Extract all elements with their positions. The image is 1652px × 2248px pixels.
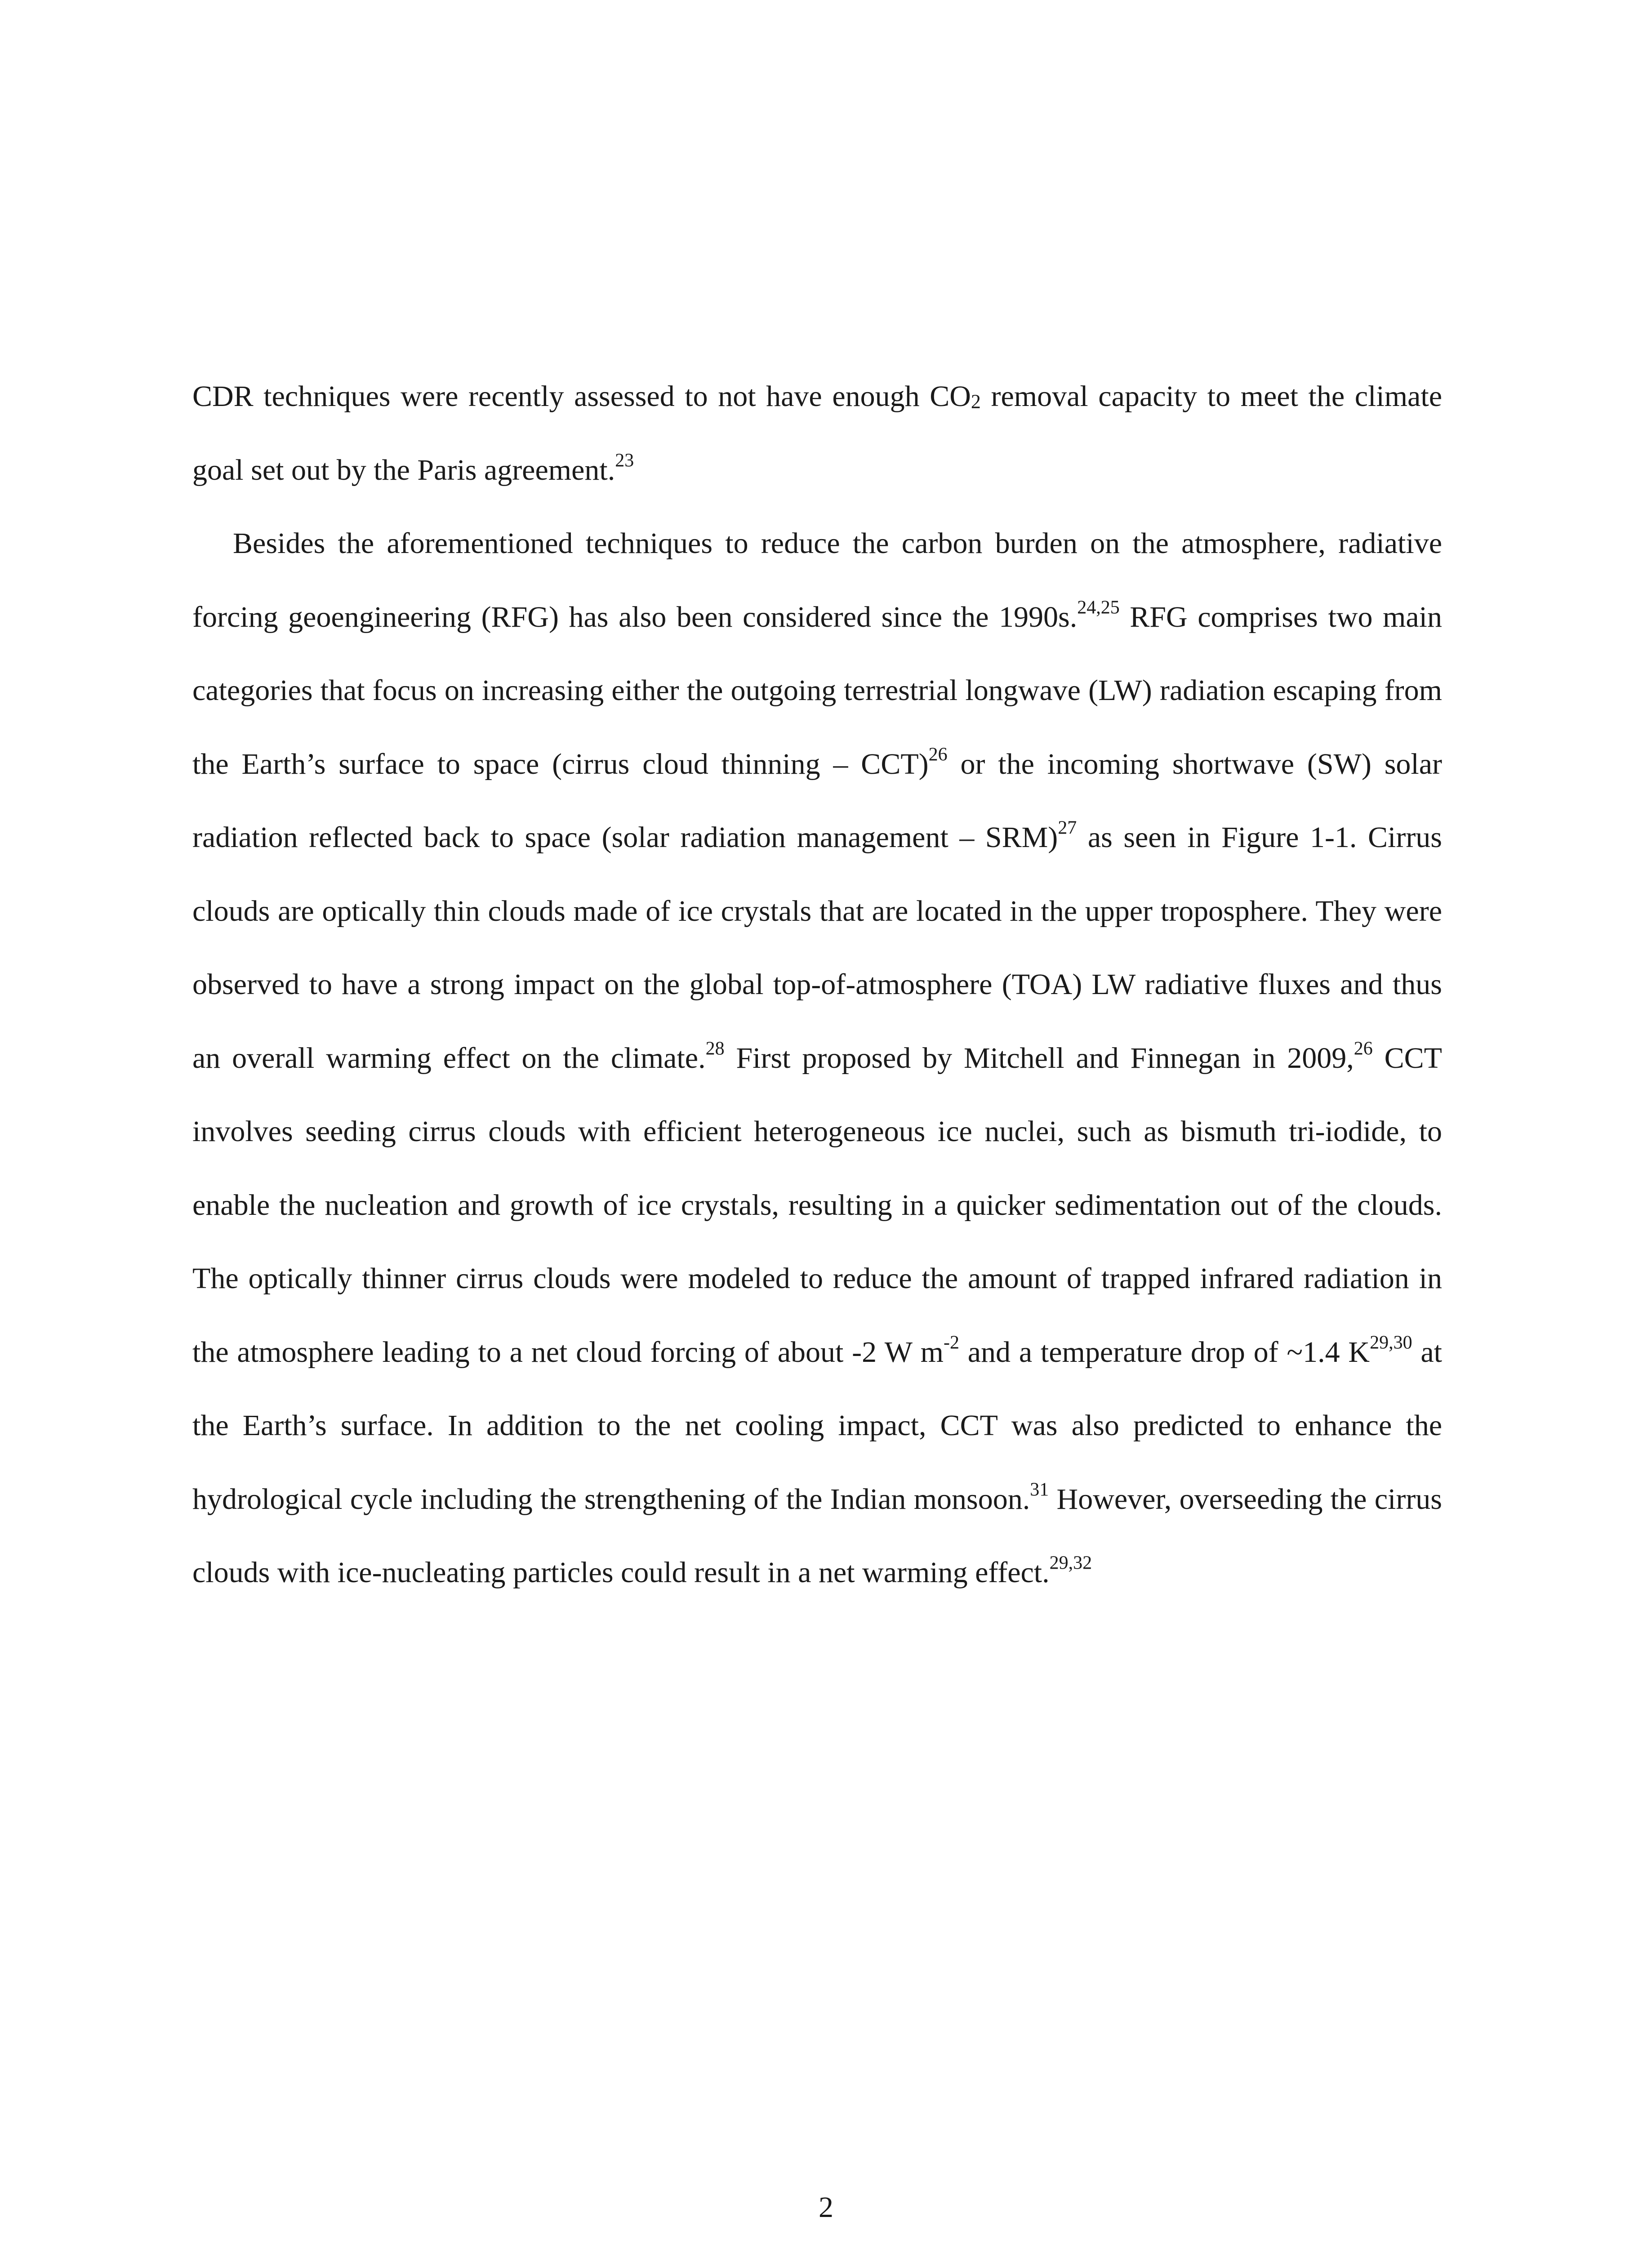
text-run: or the incoming shortwave (SW) solar radiation reflected back to space (solar radiation management – SRM) (192, 747, 1442, 854)
text-run: CCT involves seeding cirrus clouds with efficient heterogeneous ice nuclei, such as bismuth tri-iodide, to enable the nucleation and growth of ice crystals, resulting in a quicker sedimentation out of the clouds. The optically thinner cirrus clouds were modeled to reduce the amount of trapped infrared radiation in the atmosphere leading to a net cloud forcing of about -2 W m (192, 1041, 1442, 1369)
text-run: and a temperature drop of ~1.4 K (959, 1335, 1370, 1369)
text-run: CDR techniques were recently assessed to not have enough CO (192, 380, 971, 413)
citation-superscript: 27 (1058, 817, 1077, 839)
text-run: as seen in Figure 1-1. Cirrus clouds are optically thin clouds made of ice crystals that are located in the upper troposphere. They were observed to have a strong impact on the global top-of-atmosphere (TOA) LW radiative fluxes and thus an overall warming effect on the climate. (192, 821, 1442, 1075)
citation-superscript: 24,25 (1077, 597, 1120, 618)
page-number: 2 (819, 2191, 833, 2224)
citation-superscript: -2 (943, 1332, 959, 1353)
text-run: However, overseeding the cirrus clouds with ice-nucleating particles could result in a net warming effect. (192, 1482, 1442, 1589)
text-run: Besides the aforementioned techniques to reduce the carbon burden on the atmosphere, radiative forcing geoengineering (RFG) has also been considered since the 1990s. (192, 527, 1442, 633)
body-text (192, 360, 1442, 1610)
citation-superscript: 23 (615, 450, 634, 471)
text-run: removal capacity to meet the climate goal set out by the Paris agreement. (192, 380, 1442, 486)
citation-superscript: 29,30 (1370, 1332, 1412, 1353)
citation-superscript: 28 (705, 1038, 725, 1059)
chemical-subscript: 2 (971, 390, 981, 413)
citation-superscript: 26 (1354, 1038, 1373, 1059)
citation-superscript: 26 (928, 744, 948, 765)
text-run: at the Earth’s surface. In addition to the net cooling impact, CCT was also predicted to enhance the hydrological cycle including the strengthening of the Indian monsoon. (192, 1335, 1442, 1516)
citation-superscript: 31 (1030, 1479, 1049, 1500)
citation-superscript: 29,32 (1049, 1552, 1092, 1574)
paragraph-1 (192, 360, 1442, 507)
paragraph-2 (192, 507, 1442, 1610)
text-run: RFG comprises two main categories that focus on increasing either the outgoing terrestrial longwave (LW) radiation escaping from the Earth’s surface to space (cirrus cloud thinning – CCT) (192, 600, 1443, 781)
text-run: First proposed by Mitchell and Finnegan in 2009, (724, 1041, 1354, 1075)
